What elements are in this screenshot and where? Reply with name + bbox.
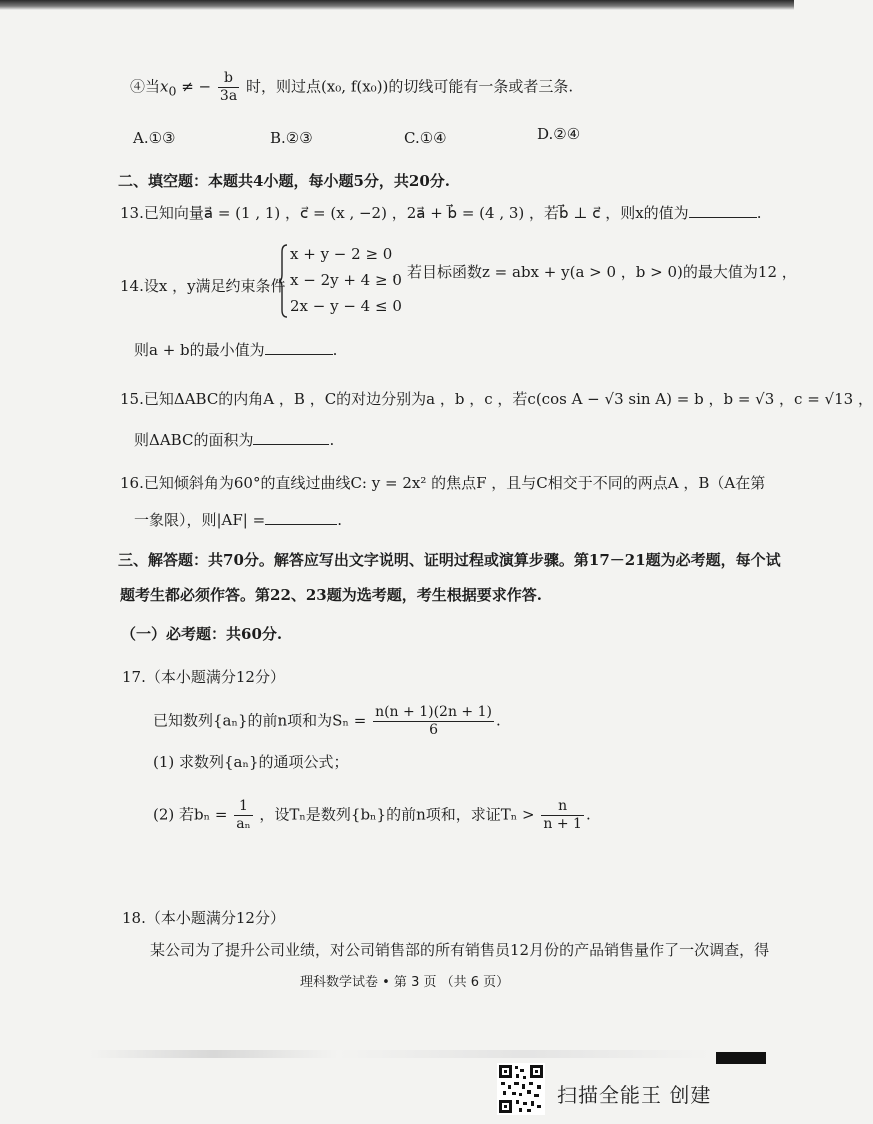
question-17-part-1: (1) 求数列{aₙ}的通项公式； bbox=[153, 753, 349, 771]
page-footer: 理科数学试卷 • 第 3 页 （共 6 页） bbox=[300, 975, 510, 990]
choice-a: A.①③ bbox=[133, 129, 176, 147]
question-14-line2: 则a + b的最小值为 . bbox=[134, 341, 338, 359]
answer-blank[interactable] bbox=[689, 203, 757, 218]
section-3-heading: 三、解答题：共70分。解答应写出文字说明、证明过程或演算步骤。第17－21题为必考题，每个试 bbox=[118, 551, 781, 569]
question-17-stem: 已知数列{aₙ}的前n项和为Sₙ = $\frac{n(n + 1)(2n + 1)}{6}$ . bbox=[153, 704, 501, 738]
scan-top-edge bbox=[0, 0, 794, 10]
question-15: 15.已知ΔABC的内角A ，B ，C的对边分别为a ，b ，c ，若c(cos A − √3 sin A) = b ，b = √3 ，c = √13 ， bbox=[120, 390, 873, 408]
constraint-3: 2x − y − 4 ≤ 0 bbox=[290, 297, 402, 315]
fraction: $\frac{n}{n + 1}$ bbox=[543, 798, 582, 832]
scan-smudge bbox=[90, 1050, 710, 1058]
question-16: 16.已知倾斜角为60°的直线过曲线C: y = 2x² 的焦点F ，且与C相交于不同的两点A ，B（A在第 bbox=[120, 474, 766, 492]
question-14-tail: ，若目标函数z = abx + y(a > 0 ，b > 0)的最大值为12 ， bbox=[392, 263, 797, 281]
question-18-stem: 某公司为了提升公司业绩，对公司销售部的所有销售员12月份的产品销售量作了一次调查，得 bbox=[150, 941, 770, 959]
question-17-header: 17.（本小题满分12分） bbox=[122, 668, 285, 686]
part-1-heading: （一）必考题：共60分. bbox=[121, 625, 283, 643]
constraint-2: x − 2y + 4 ≥ 0 bbox=[290, 271, 402, 289]
qr-code-icon bbox=[497, 1063, 545, 1115]
choice-d: D.②④ bbox=[537, 125, 581, 143]
scan-edge-bar bbox=[716, 1052, 766, 1064]
question-14-lead: 14.设x ，y满足约束条件 bbox=[120, 277, 286, 295]
scanner-watermark: 扫描全能王 创建 bbox=[557, 1083, 712, 1107]
section-2-heading: 二、填空题：本题共4小题，每小题5分，共20分. bbox=[118, 172, 450, 190]
q12-option-4: ④当$x_0$ ≠ − $\frac{b}{3a}$ 时，则过点(x₀, f(x₀))的切线可能有一条或者三条. bbox=[130, 70, 574, 104]
question-18-header: 18.（本小题满分12分） bbox=[122, 909, 285, 927]
answer-blank[interactable] bbox=[265, 340, 333, 355]
fraction: $\frac{1}{\text{aₙ}}$ bbox=[236, 798, 251, 832]
question-13: 13.已知向量a⃗ = (1 , 1) ，c⃗ = (x , −2) ，2a⃗ + b⃗ = (4 , 3) ，若b⃗ ⊥ c⃗ ，则x的值为 . bbox=[120, 204, 762, 222]
question-16-line2: 一象限），则|AF| = . bbox=[134, 511, 342, 529]
question-17-part-2: (2) 若bₙ = $\frac{1}{\text{aₙ}}$ ，设Tₙ是数列{bₙ}的前n项和，求证Tₙ > $\frac{n}{n + 1}$ . bbox=[153, 798, 591, 832]
fraction: $\frac{b}{3a}$ bbox=[219, 70, 238, 104]
choice-c: C.①④ bbox=[404, 129, 447, 147]
fraction: $\frac{n(n + 1)(2n + 1)}{6}$ bbox=[375, 704, 492, 738]
choice-b: B.②③ bbox=[270, 129, 313, 147]
left-brace bbox=[278, 244, 288, 318]
answer-blank[interactable] bbox=[265, 510, 337, 525]
constraint-1: x + y − 2 ≥ 0 bbox=[290, 245, 393, 263]
answer-blank[interactable] bbox=[253, 430, 329, 445]
section-3-heading-2: 题考生都必须作答。第22、23题为选考题，考生根据要求作答. bbox=[120, 586, 542, 604]
question-15-line2: 则ΔABC的面积为 . bbox=[134, 431, 335, 449]
